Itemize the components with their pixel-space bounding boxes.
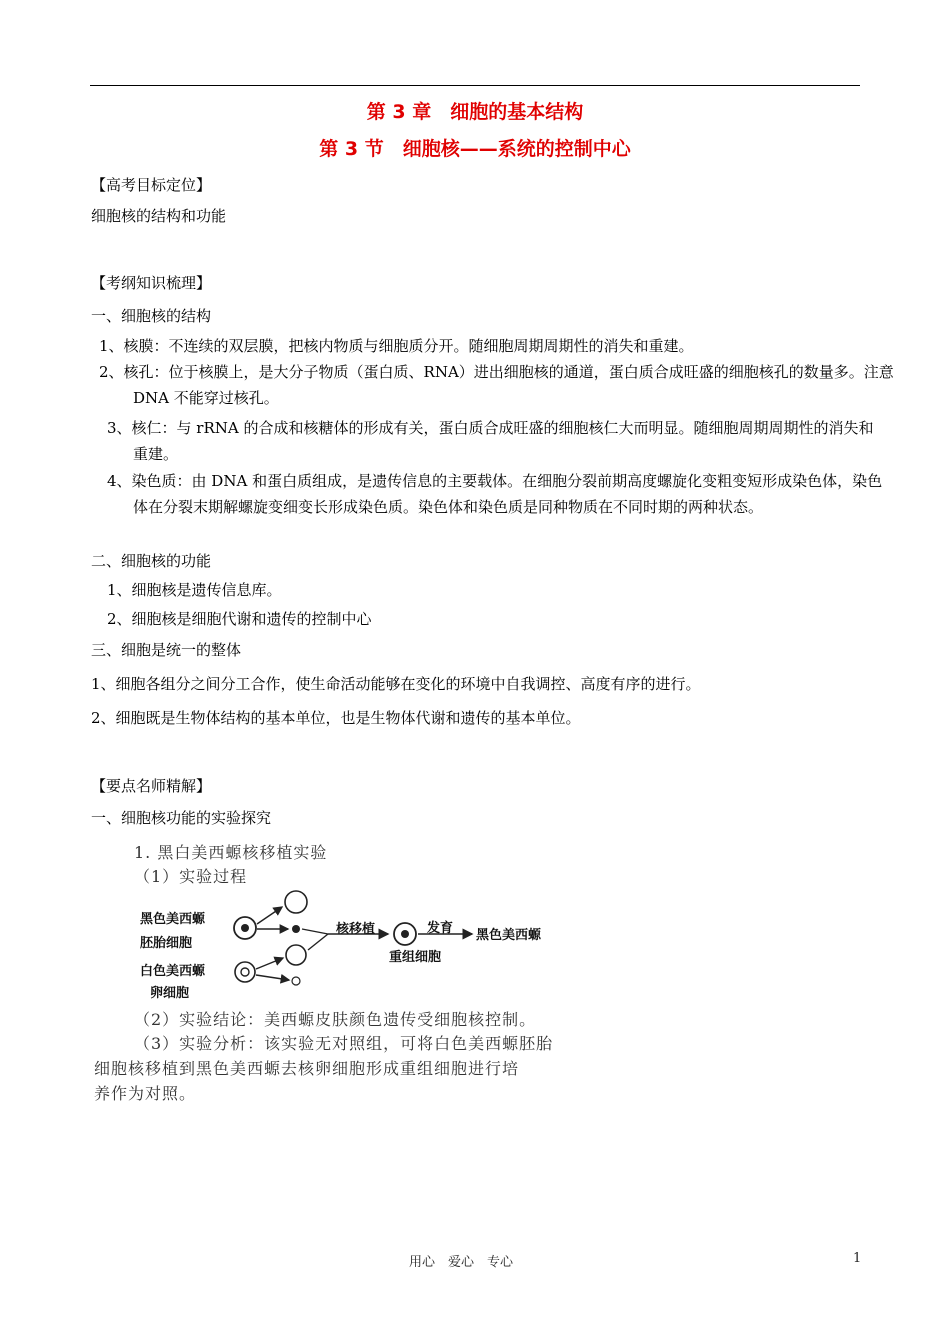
- arrow-icon: [257, 907, 282, 924]
- part1-item: 3、核仁：与 rRNA 的合成和核糖体的形成有关，蛋白质合成旺盛的细胞核仁大而明显。随细胞周期周期性的消失和重建。: [107, 419, 874, 463]
- label-egg-cell: 卵细胞: [150, 986, 190, 1001]
- figure-title: 1. 黑白美西螈核移植实验: [134, 843, 328, 862]
- goal-text: 细胞核的结构和功能: [91, 207, 227, 225]
- part2-item: 1、细胞核是遗传信息库。: [107, 581, 282, 599]
- figure-conclusion: （2）实验结论：美西螈皮肤颜色遗传受细胞核控制。: [134, 1010, 537, 1029]
- page-number: 1: [853, 1251, 862, 1266]
- egg-nucleus-icon: [292, 977, 300, 985]
- outline-heading: 【考纲知识梳理】: [91, 274, 212, 292]
- chapter-title: 第 3 章 细胞的基本结构: [366, 101, 584, 123]
- label-white-axolotl: 白色美西螈: [140, 964, 206, 979]
- black-embryo-cell-icon: [234, 917, 256, 939]
- enucleated-cell-icon: [285, 891, 307, 913]
- part1-item: 1、核膜：不连续的双层膜，把核内物质与细胞质分开。随细胞周期周期性的消失和重建。: [99, 337, 694, 355]
- label-embryo-cell: 胚胎细胞: [140, 936, 193, 951]
- label-nuclear-transfer: 核移植: [336, 922, 376, 937]
- part3-heading: 三、细胞是统一的整体: [91, 641, 242, 659]
- egg-enucleated-icon: [286, 945, 306, 965]
- part1-heading: 一、细胞核的结构: [91, 307, 212, 325]
- white-egg-cell-icon: [235, 962, 255, 982]
- part2-heading: 二、细胞核的功能: [91, 552, 212, 570]
- label-result-axolotl: 黑色美西螈: [476, 928, 542, 943]
- figure-analysis: （3）实验分析：该实验无对照组，可将白色美西螈胚胎: [134, 1034, 554, 1053]
- figure-step1: （1）实验过程: [134, 867, 248, 886]
- key-part1-heading: 一、细胞核功能的实验探究: [91, 809, 272, 827]
- nucleus-icon: [292, 925, 300, 933]
- arrow-icon: [256, 975, 289, 980]
- figure-analysis: 细胞核移植到黑色美西螈去核卵细胞形成重组细胞进行培: [94, 1059, 520, 1078]
- goal-heading: 【高考目标定位】: [91, 176, 212, 194]
- part3-item: 1、细胞各组分之间分工合作，使生命活动能够在变化的环境中自我调控、高度有序的进行。: [91, 675, 701, 693]
- label-recombined-cell: 重组细胞: [389, 950, 442, 965]
- part1-item: 2、核孔：位于核膜上，是大分子物质（蛋白质、RNA）进出细胞核的通道，蛋白质合成旺盛的细胞核孔的数量多。注意 DNA 不能穿过核孔。: [99, 363, 894, 407]
- figure-analysis: 养作为对照。: [94, 1084, 197, 1103]
- arrow-icon: [256, 958, 283, 969]
- recombined-cell-icon: [394, 923, 416, 945]
- part1-item: 4、染色质：由 DNA 和蛋白质组成，是遗传信息的主要载体。在细胞分裂前期高度螺旋化变粗变短形成染色体，染色体在分裂末期解螺旋变细变长形成染色质。染色体和染色质是同种物质在不同时期的两种状态。: [107, 472, 883, 516]
- nuclear-transfer-diagram: [228, 882, 488, 992]
- key-heading: 【要点名师精解】: [91, 777, 212, 795]
- header-rule: [90, 85, 860, 86]
- part2-item: 2、细胞核是细胞代谢和遗传的控制中心: [107, 610, 372, 628]
- section-title: 第 3 节 细胞核——系统的控制中心: [319, 138, 631, 160]
- label-develop: 发育: [427, 921, 454, 936]
- part3-item: 2、细胞既是生物体结构的基本单位，也是生物体代谢和遗传的基本单位。: [91, 709, 581, 727]
- label-black-axolotl: 黑色美西螈: [140, 912, 206, 927]
- footer-motto: 用心 爱心 专心: [409, 1255, 514, 1270]
